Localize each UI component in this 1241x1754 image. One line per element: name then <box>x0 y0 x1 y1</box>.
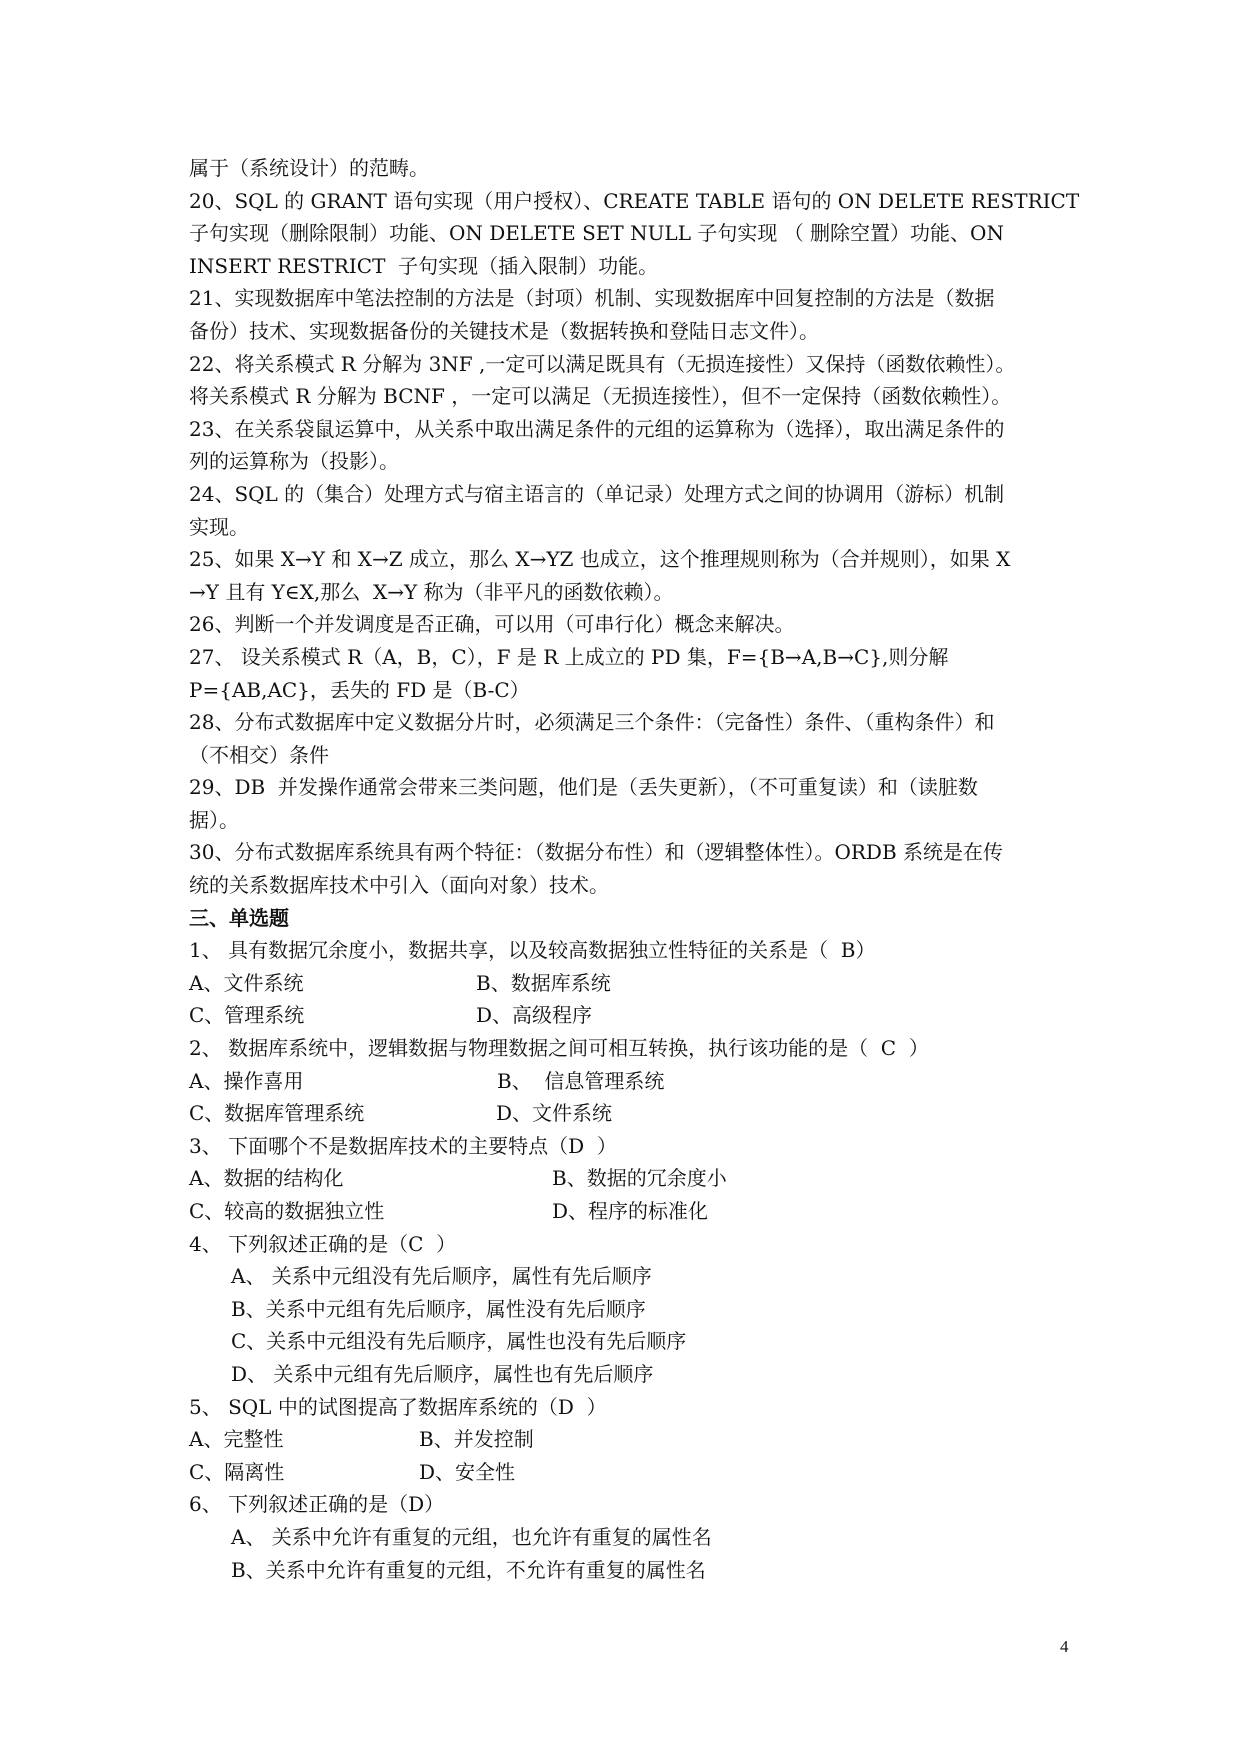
option-row <box>189 967 1069 1000</box>
option-a: A、数据的结构化 <box>189 1166 344 1191</box>
text-line: （不相交）条件 <box>189 742 329 767</box>
text-line: 备份）技术、实现数据备份的关键技术是（数据转换和登陆日志文件）。 <box>189 318 819 343</box>
text-line: 27、 设关系模式 R（A，B，C），F 是 R 上成立的 PD 集，F={B→A,B→C},则分解 <box>189 644 949 669</box>
option-c: C、隔离性 <box>189 1459 285 1484</box>
text-line: 据）。 <box>189 807 239 832</box>
option-row <box>189 1097 1069 1130</box>
option-a: A、文件系统 <box>189 970 304 995</box>
option-d: D、安全性 <box>419 1459 516 1484</box>
text-line: 统的关系数据库技术中引入（面向对象）技术。 <box>189 873 609 898</box>
option-d: D、程序的标准化 <box>552 1199 709 1223</box>
option-row <box>189 999 1069 1032</box>
document-body <box>189 152 1080 1586</box>
option-b: B、关系中允许有重复的元组，不允许有重复的属性名 <box>231 1557 706 1582</box>
question-stem: 6、 下列叙述正确的是（D） <box>189 1492 445 1517</box>
text-line: P={AB,AC}，丢失的 FD 是（B-C） <box>189 677 530 702</box>
page-number: 4 <box>1060 1637 1069 1656</box>
text-line: 28、分布式数据库中定义数据分片时，必须满足三个条件：（完备性）条件、（重构条件）和 <box>189 710 995 735</box>
option-a: A、 关系中元组没有先后顺序，属性有先后顺序 <box>231 1264 652 1289</box>
option-d: D、 关系中元组有先后顺序，属性也有先后顺序 <box>231 1361 654 1386</box>
option-row <box>189 1162 1069 1195</box>
option-b: B、关系中元组有先后顺序，属性没有先后顺序 <box>231 1296 646 1321</box>
question-stem: 2、 数据库系统中，逻辑数据与物理数据之间可相互转换，执行该功能的是（ C ） <box>189 1036 929 1061</box>
question-stem: 1、 具有数据冗余度小，数据共享，以及较高数据独立性特征的关系是（ B） <box>189 938 876 963</box>
text-line: 属于（系统设计）的范畴。 <box>189 156 429 180</box>
text-line: 20、SQL 的 GRANT 语句实现（用户授权）、CREATE TABLE 语句的 ON DELETE RESTRICT <box>189 188 1080 213</box>
option-a: A、操作喜用 <box>189 1068 304 1093</box>
option-row <box>189 1456 1069 1489</box>
text-line: 24、SQL 的（集合）处理方式与宿主语言的（单记录）处理方式之间的协调用（游标）机制 <box>189 481 1005 506</box>
option-c: C、关系中元组没有先后顺序，属性也没有先后顺序 <box>231 1329 687 1354</box>
option-row <box>189 1065 1069 1098</box>
text-line: 23、在关系袋鼠运算中，从关系中取出满足条件的元组的运算称为（选择），取出满足条件的 <box>189 416 1005 441</box>
text-line: 21、实现数据库中笔法控制的方法是（封项）机制、实现数据库中回复控制的方法是（数据 <box>189 286 995 311</box>
question-stem: 4、 下列叙述正确的是（C ） <box>189 1231 457 1256</box>
text-line: 30、分布式数据库系统具有两个特征：（数据分布性）和（逻辑整体性）。ORDB 系统是在传 <box>189 840 1003 865</box>
text-line: 22、将关系模式 R 分解为 3NF ,一定可以满足既具有（无损连接性）又保持（函数依赖性）。 <box>189 351 1016 376</box>
text-line: 26、判断一个并发调度是否正确，可以用（可串行化）概念来解决。 <box>189 612 795 637</box>
text-line: 25、如果 X→Y 和 X→Z 成立，那么 X→YZ 也成立，这个推理规则称为（合并规则），如果 X <box>189 547 1011 572</box>
option-b: B、并发控制 <box>419 1427 534 1452</box>
question-stem: 5、 SQL 中的试图提高了数据库系统的（D ） <box>189 1394 607 1419</box>
section-heading: 三、单选题 <box>189 905 289 930</box>
text-line: 子句实现（删除限制）功能、ON DELETE SET NULL 子句实现 （ 删除空置）功能、ON <box>189 221 1004 246</box>
text-line: 实现。 <box>189 514 249 539</box>
text-line: 列的运算称为（投影）。 <box>189 449 399 474</box>
option-d: D、文件系统 <box>496 1101 613 1126</box>
option-row <box>189 1423 1069 1456</box>
option-row <box>189 1195 1069 1228</box>
option-c: C、数据库管理系统 <box>189 1101 365 1126</box>
text-line: 将关系模式 R 分解为 BCNF ，一定可以满足（无损连接性），但不一定保持（函数依赖性）。 <box>189 384 1012 409</box>
option-a: A、 关系中允许有重复的元组，也允许有重复的属性名 <box>231 1524 712 1549</box>
option-c: C、较高的数据独立性 <box>189 1199 385 1223</box>
text-line: 29、DB 并发操作通常会带来三类问题，他们是（丢失更新），（不可重复读）和（读脏数 <box>189 775 978 800</box>
option-b: B、数据库系统 <box>476 970 611 995</box>
option-b: B、数据的冗余度小 <box>552 1166 727 1191</box>
option-c: C、管理系统 <box>189 1003 305 1028</box>
text-line: INSERT RESTRICT 子句实现（插入限制）功能。 <box>189 253 659 278</box>
option-d: D、高级程序 <box>476 1003 593 1028</box>
text-line: →Y 且有 Y∈X,那么 X→Y 称为（非平凡的函数依赖）。 <box>189 579 674 604</box>
option-b: B、 信息管理系统 <box>497 1068 665 1093</box>
option-a: A、完整性 <box>189 1427 284 1452</box>
question-stem: 3、 下面哪个不是数据库技术的主要特点（D ） <box>189 1133 617 1158</box>
